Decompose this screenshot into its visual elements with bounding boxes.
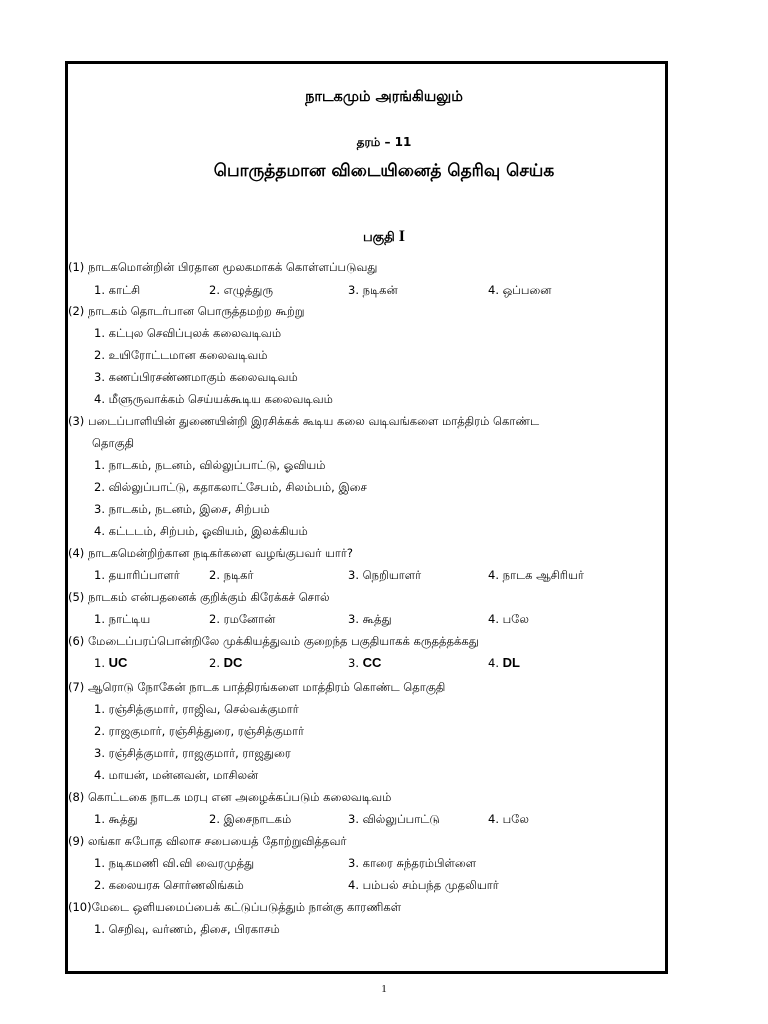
answer-option: 1. செறிவு, வர்ணம், திசை, பிரகாசம் bbox=[94, 922, 280, 936]
question-text: (2) நாடகம் தொடர்பான பொருத்தமற்ற கூற்று bbox=[68, 304, 305, 318]
answer-option: 2. ரமனோன் bbox=[209, 612, 276, 626]
answer-option: 2. உயிரோட்டமான கலைவடிவம் bbox=[94, 348, 268, 362]
answer-option: 3. கூத்து bbox=[348, 612, 392, 626]
section-label: பகுதி bbox=[362, 230, 395, 245]
answer-option: 3. கணப்பிரசண்ணமாகும் கலைவடிவம் bbox=[94, 370, 298, 384]
answer-option: 1. கூத்து bbox=[94, 812, 138, 826]
answer-option: 3. காரை சுந்தரம்பிள்ளை bbox=[348, 856, 477, 870]
question-text: (6) மேடைப்பரப்பொன்றிலே முக்கியத்துவம் குறைந்த பகுதியாகக் கருதத்தக்கது bbox=[68, 634, 479, 648]
question-text-continued: தொகுதி bbox=[92, 436, 135, 450]
answer-option: 2. கலையரசு சொர்ணலிங்கம் bbox=[94, 878, 244, 892]
answer-option: 1. கட்புல செவிப்புலக் கலைவடிவம் bbox=[94, 326, 282, 340]
section-heading bbox=[0, 229, 768, 246]
answer-option: 2. இசைநாடகம் bbox=[209, 812, 292, 826]
question-text: (3) படைப்பாளியின் துணையின்றி இரசிக்கக் கூடிய கலை வடிவங்களை மாத்திரம் கொண்ட bbox=[68, 414, 540, 428]
question-text: (8) கொட்டகை நாடக மரபு என அழைக்கப்படும் கலைவடிவம் bbox=[68, 790, 392, 804]
grade-label: தரம் – 11 bbox=[356, 135, 412, 149]
subject-title: நாடகமும் அரங்கியலும் bbox=[305, 89, 463, 105]
question-text: (1) நாடகமொன்றின் பிரதான மூலகமாகக் கொள்ளப்படுவது bbox=[68, 260, 378, 274]
answer-option: 4. மீளுருவாக்கம் செய்யக்கூடிய கலைவடிவம் bbox=[94, 392, 333, 406]
answer-option: 4. பலே bbox=[488, 812, 529, 826]
answer-option: 4. நாடக ஆசிரியர் bbox=[488, 568, 584, 582]
answer-option: 2. வில்லுப்பாட்டு, கதாகலாட்சேபம், சிலம்பம், இசை bbox=[94, 480, 367, 494]
page-number: 1 bbox=[381, 983, 387, 995]
question-text: (7) ஆரொடு நோகேன் நாடக பாத்திரங்களை மாத்திரம் கொண்ட தொகுதி bbox=[68, 680, 446, 694]
answer-option: 1. UC bbox=[94, 655, 128, 670]
answer-option: 1. நடிகமணி வி.வி வைரமுத்து bbox=[94, 856, 255, 870]
answer-option: 3. நாடகம், நடனம், இசை, சிற்பம் bbox=[94, 502, 270, 516]
answer-option: 2. ராஜகுமார், ரஞ்சித்துரை, ரஞ்சித்குமார் bbox=[94, 724, 305, 738]
answer-option: 3. வில்லுப்பாட்டு bbox=[348, 812, 440, 826]
answer-option: 2. எழுத்துரு bbox=[209, 283, 274, 297]
answer-option: 1. காட்சி bbox=[94, 283, 141, 297]
answer-option: 2. DC bbox=[209, 655, 243, 670]
section-roman: I bbox=[398, 228, 406, 245]
answer-option: 4. ஒப்பனை bbox=[488, 283, 552, 297]
answer-option: 2. நடிகர் bbox=[209, 568, 254, 582]
answer-option: 1. ரஞ்சித்குமார், ராஜிவ, செல்வக்குமார் bbox=[94, 702, 299, 716]
answer-option: 4. பம்பல் சம்பந்த முதலியார் bbox=[348, 878, 499, 892]
question-text: (4) நாடகமென்றிற்கான நடிகர்களை வழங்குபவர் யார்? bbox=[68, 546, 353, 560]
question-text: (10)மேடை ஒளியமைப்பைக் கட்டுப்படுத்தும் நான்கு காரணிகள் bbox=[68, 900, 402, 914]
answer-option: 3. நெறியாளர் bbox=[348, 568, 422, 582]
answer-option: 3. ரஞ்சித்குமார், ராஜகுமார், ராஜதுரை bbox=[94, 746, 291, 760]
page-title: பொருத்தமான விடையினைத் தெரிவு செய்க bbox=[213, 161, 555, 181]
answer-option: 4. பலே bbox=[488, 612, 529, 626]
answer-option: 1. நாடகம், நடனம், வில்லுப்பாட்டு, ஓவியம் bbox=[94, 458, 326, 472]
question-text: (5) நாடகம் என்பதனைக் குறிக்கும் கிரேக்கச் சொல் bbox=[68, 590, 330, 604]
answer-option: 3. CC bbox=[348, 655, 382, 670]
answer-option: 4. கட்டடம், சிற்பம், ஓவியம், இலக்கியம் bbox=[94, 524, 308, 538]
answer-option: 4. DL bbox=[488, 655, 520, 670]
answer-option: 1. தயாரிப்பாளர் bbox=[94, 568, 180, 582]
answer-option: 1. நாட்டிய bbox=[94, 612, 151, 626]
answer-option: 3. நடிகன் bbox=[348, 283, 398, 297]
question-text: (9) லங்கா சுபோத விலாச சபையைத் தோற்றுவித்தவர் bbox=[68, 834, 347, 848]
answer-option: 4. மாயன், மன்னவன், மாசிலன் bbox=[94, 768, 259, 782]
